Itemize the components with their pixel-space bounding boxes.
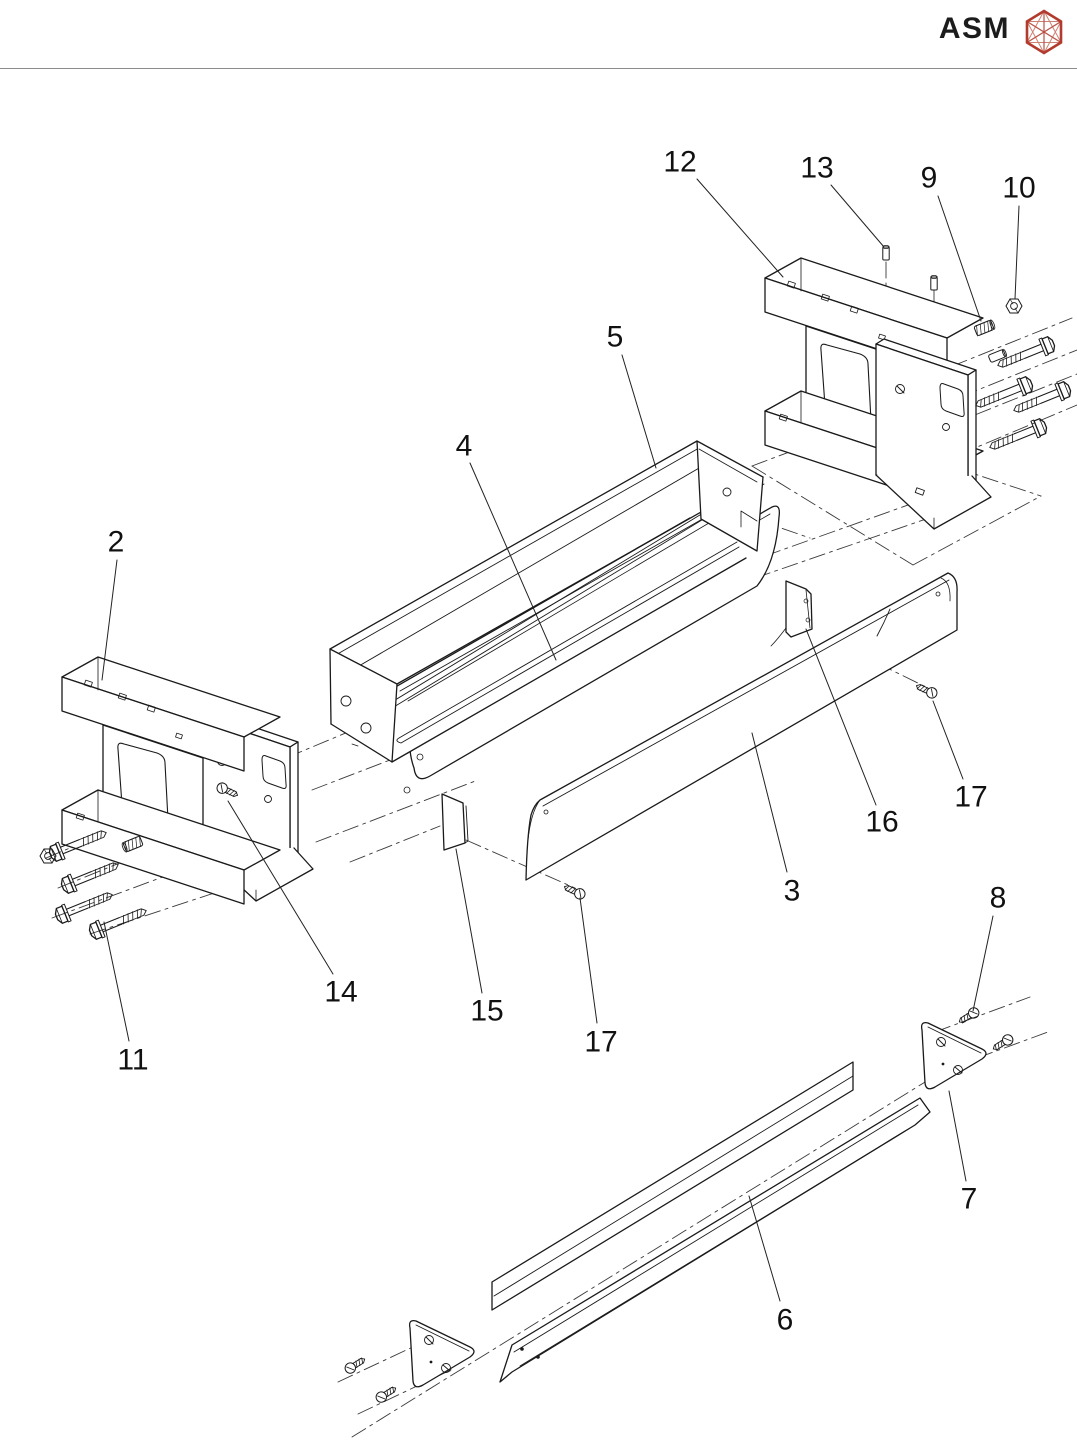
part-label-17a: 17 bbox=[954, 780, 988, 814]
part-label-8: 8 bbox=[989, 881, 1007, 915]
part-label-5: 5 bbox=[606, 320, 624, 354]
part-label-14: 14 bbox=[324, 975, 358, 1009]
part-label-6: 6 bbox=[776, 1303, 794, 1337]
right-angle-plate bbox=[876, 339, 991, 529]
leader-line-13 bbox=[831, 185, 884, 247]
part-label-13: 13 bbox=[800, 151, 834, 185]
leader-line-8 bbox=[973, 916, 993, 1011]
right-bolts bbox=[972, 335, 1072, 456]
part-label-12: 12 bbox=[663, 145, 697, 179]
leader-line-15 bbox=[456, 849, 482, 993]
part-label-10: 10 bbox=[1002, 171, 1036, 205]
part-label-4: 4 bbox=[455, 429, 473, 463]
part-13-pin-b bbox=[931, 275, 937, 290]
part-6-rail bbox=[492, 1062, 930, 1382]
part-label-3: 3 bbox=[783, 874, 801, 908]
leader-line-5 bbox=[622, 355, 656, 468]
part-label-9: 9 bbox=[920, 161, 938, 195]
leader-line-17b bbox=[580, 898, 597, 1023]
part-label-16: 16 bbox=[865, 805, 899, 839]
part-label-2: 2 bbox=[107, 525, 125, 559]
leader-line-17a bbox=[933, 701, 963, 779]
part-label-15: 15 bbox=[470, 994, 504, 1028]
bottom-left-screws bbox=[343, 1355, 398, 1405]
part-17-screw-right bbox=[914, 681, 939, 700]
part-7-triangular-plate bbox=[922, 1023, 986, 1089]
left-bracket-group bbox=[40, 657, 313, 941]
leader-line-10 bbox=[1015, 206, 1019, 299]
header-rule bbox=[0, 68, 1077, 69]
leader-line-9 bbox=[938, 196, 981, 321]
part-label-7: 7 bbox=[960, 1182, 978, 1216]
left-hex-nut bbox=[40, 849, 56, 863]
part-17-screw-bottom bbox=[562, 882, 587, 901]
part-10-hex-nut bbox=[1006, 299, 1022, 313]
part-label-11: 11 bbox=[117, 1043, 149, 1077]
leader-line-7 bbox=[949, 1091, 966, 1181]
leader-line-12 bbox=[697, 179, 783, 277]
leader-line-3 bbox=[752, 733, 787, 872]
part-15-small-plate bbox=[442, 794, 468, 850]
part-label-17b: 17 bbox=[584, 1025, 618, 1059]
leader-line-11 bbox=[104, 922, 129, 1041]
right-bracket-group bbox=[765, 245, 1073, 529]
asm-logo-icon bbox=[1020, 6, 1068, 58]
part-16-clamp-tab bbox=[771, 581, 812, 646]
bottom-rail-group bbox=[343, 1006, 1015, 1404]
part-13-pin-a bbox=[883, 245, 889, 260]
asm-logo-text: ASM bbox=[938, 12, 1010, 45]
left-triangular-plate bbox=[410, 1321, 474, 1387]
